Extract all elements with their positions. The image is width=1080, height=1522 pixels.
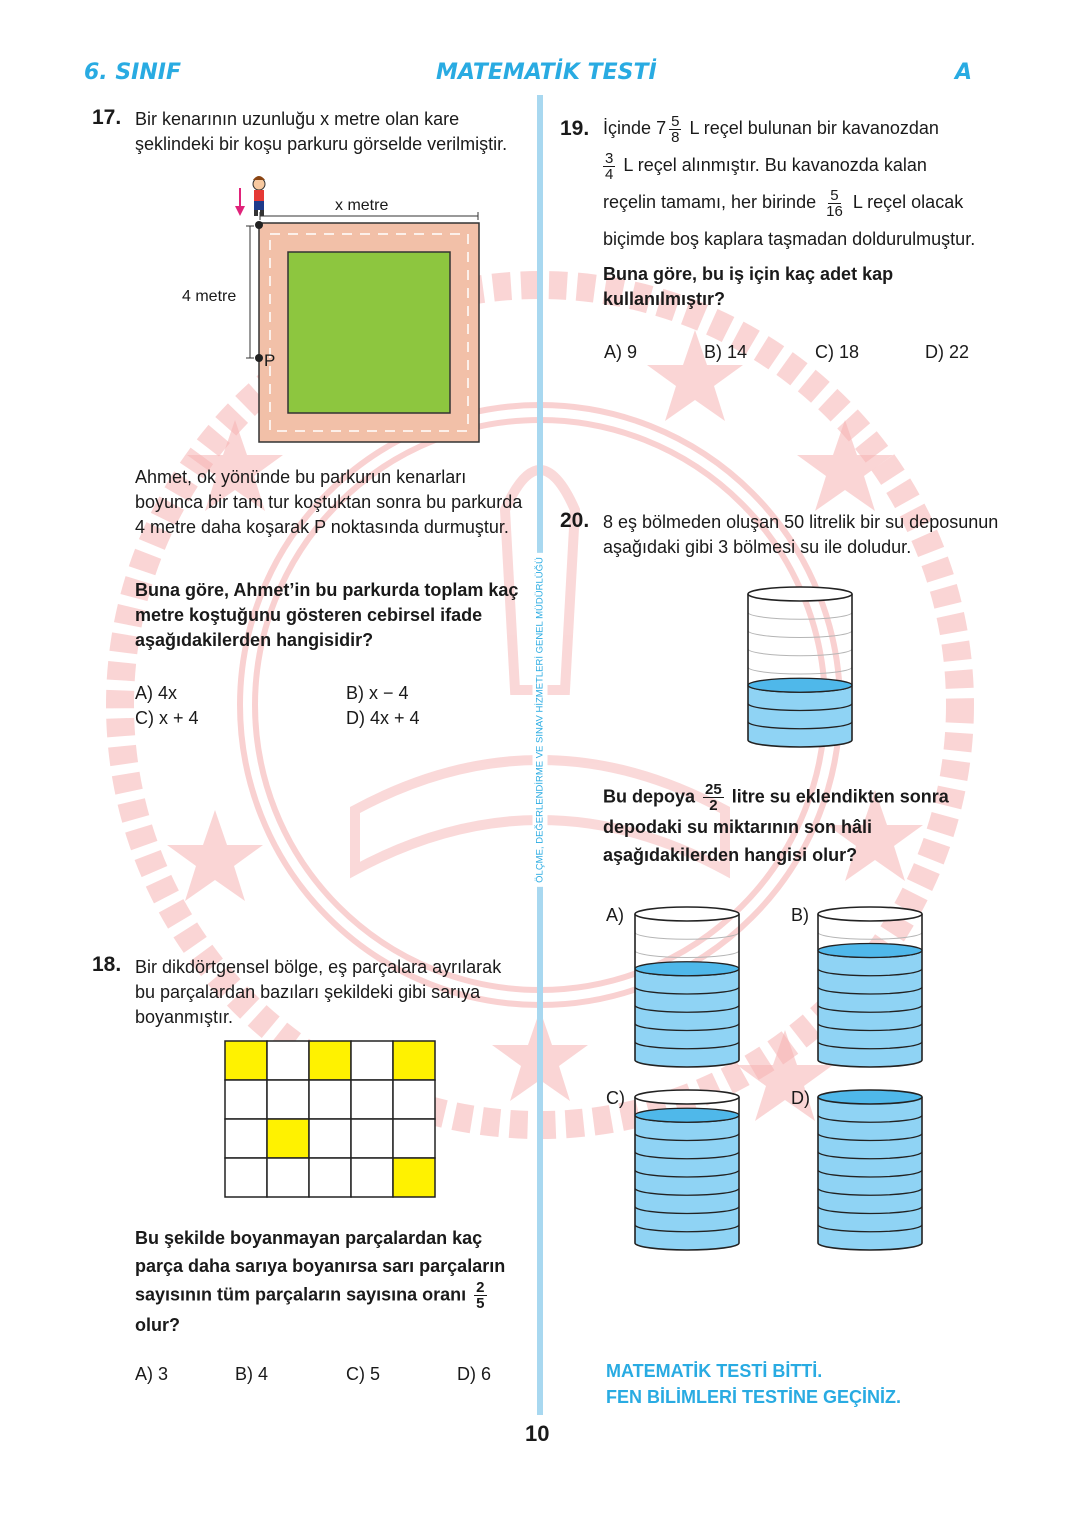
test-title: MATEMATİK TESTİ [436,60,657,85]
grid-cell-white [225,1119,267,1158]
q20-option-a-tank[interactable] [632,900,742,1070]
ending-line-2: FEN BİLİMLERİ TESTİNE GEÇİNİZ. [606,1387,902,1407]
tank-top [748,587,852,601]
q20-add-frac [703,782,724,813]
grid-cell-yellow [393,1041,435,1080]
q20-q-b: litre su eklendikten sonra [731,786,949,807]
q20-option-d-label[interactable]: D) [791,1088,810,1108]
q20-number: 20. [560,509,590,532]
grid-cell-white [393,1080,435,1119]
q19-f1-den: 8 [671,128,680,146]
grid-cell-white [267,1158,309,1197]
grid-cell-white [309,1158,351,1197]
water-fill [818,951,922,1068]
q20-q-a: Bu depoya [603,786,696,807]
q19-option-c[interactable]: C) 18 [815,342,860,362]
grid-cell-yellow [393,1158,435,1197]
tank-top [818,907,922,921]
q19-t4: reçelin tamamı, her birinde [603,192,817,212]
q19-t5: L reçel olacak [852,192,964,212]
q19-t1: İçinde [603,118,652,138]
tank-section-line [748,649,852,656]
grid-cell-white [351,1119,393,1158]
water-surface [635,1108,739,1122]
q20-option-c-label[interactable]: C) [606,1088,625,1108]
tank-section-line [635,951,739,958]
q19-f3-den: 16 [826,202,843,220]
grid-cell-white [351,1158,393,1197]
point-p [255,354,263,362]
q18-intro: Bir dikdörtgensel bölge, eş parçalara ayrılarak bu parçalardan bazıları şekildeki gibi sarıya boyanmıştır. [135,957,502,1027]
water-fill [748,685,852,747]
q19-f2-den: 4 [605,165,614,183]
q17-side-label: 4 metre [182,288,237,305]
q19-frac1 [669,114,681,145]
grid-cell-yellow [267,1119,309,1158]
water-surface [818,944,922,958]
grid-cell-white [225,1158,267,1197]
q18-grid-figure [224,1040,438,1198]
ending-line-1: MATEMATİK TESTİ BİTTİ. [606,1361,823,1381]
q18-question-a: Bu şekilde boyanmayan parçalardan kaç parça daha sarıya boyanırsa sarı parçaların sayısının tüm parçaların sayısına oranı [135,1228,506,1305]
grid-cell-white [267,1041,309,1080]
tank-top [818,1090,922,1104]
q17-question: Buna göre, Ahmet’in bu parkurda toplam kaç metre koştuğunu gösteren cebirsel ifade aşağıdakilerden hangisidir? [135,580,519,650]
q19-option-b[interactable]: B) 14 [704,342,748,362]
q17-track-figure [170,170,490,450]
q19-number: 19. [560,117,590,140]
q19-t2: L reçel bulunan bir kavanozdan [689,118,939,138]
q18-ratio-num: 2 [476,1279,485,1296]
q17-option-d[interactable]: D) 4x + 4 [346,708,420,728]
q19-frac2 [603,151,615,182]
q18-option-b[interactable]: B) 4 [235,1364,269,1384]
tank-top [635,907,739,921]
q18-question-b: olur? [135,1315,180,1335]
q18-option-d[interactable]: D) 6 [457,1364,492,1384]
q20-question [603,782,1003,869]
q20-option-b-label[interactable]: B) [791,905,809,925]
grid-cell-white [225,1080,267,1119]
q20-q-c: depodaki su miktarının son hâli aşağıdakilerden hangisi olur? [603,817,873,865]
tank-section-line [748,667,852,674]
tank-section-line [818,932,922,939]
q19-t6: biçimde boş kaplara taşmadan doldurulmuştur. [603,229,976,249]
grid-cell-yellow [309,1041,351,1080]
q20-option-b-tank[interactable] [815,900,925,1070]
q18-question [135,1224,530,1339]
tank-section-line [748,612,852,619]
q19-frac3 [824,188,845,219]
grid-cell-white [351,1080,393,1119]
q19-f2-num: 3 [605,149,614,167]
tank-section-line [748,631,852,638]
q17-point-label: P [264,351,276,370]
q20-option-a-label[interactable]: A) [606,905,624,925]
q20-intro: 8 eş bölmeden oluşan 50 litrelik bir su deposunun aşağıdaki gibi 3 bölmesi su ile doludur. [603,512,999,557]
water-surface [635,962,739,976]
q19-option-d[interactable]: D) 22 [925,342,970,362]
q19-f3-num: 5 [830,186,839,204]
q20-option-d-tank[interactable] [815,1083,925,1253]
tank-top [635,1090,739,1104]
q20-option-c-tank[interactable] [632,1083,742,1253]
q19-t3: L reçel alınmıştır. Bu kavanozda kalan [623,155,927,175]
page-number: 10 [525,1421,550,1446]
booklet-letter: A [955,60,973,85]
water-surface [748,678,852,692]
q17-option-b[interactable]: B) x − 4 [346,683,409,703]
direction-arrow-icon [235,188,245,216]
q19-question: Buna göre, bu iş için kaç adet kap kullanılmıştır? [603,264,894,309]
q20-initial-tank [745,580,855,750]
q17-number: 17. [92,106,122,129]
q18-option-a[interactable]: A) 3 [135,1364,169,1384]
q19-text [603,110,1013,258]
q18-ratio-den: 5 [476,1295,485,1312]
q17-intro: Bir kenarının uzunluğu x metre olan kare şeklindeki bir koşu parkuru görselde verilmiştir. [135,109,508,154]
runner-icon [253,176,265,216]
q19-option-a[interactable]: A) 9 [604,342,638,362]
q18-option-c[interactable]: C) 5 [346,1364,381,1384]
grid-cell-white [393,1119,435,1158]
grade-label: 6. SINIF [84,60,181,85]
q20-add-den: 2 [709,797,718,814]
q18-number: 18. [92,953,122,976]
q20-add-num: 25 [705,781,722,798]
grid-cell-yellow [225,1041,267,1080]
tank-section-line [635,932,739,939]
q17-option-c[interactable]: C) x + 4 [135,708,199,728]
grid-cell-white [351,1041,393,1080]
grid-cell-white [267,1080,309,1119]
water-fill [635,969,739,1067]
grid-cell-white [309,1080,351,1119]
q19-whole: 7 [656,118,667,138]
q17-body: Ahmet, ok yönünde bu parkurun kenarları boyunca bir tam tur koştuktan sonra bu parkurda 4 metre daha koşarak P noktasında durmuştur. [135,467,523,537]
q18-ratio [474,1280,486,1311]
q17-top-label: x metre [335,197,389,214]
q19-f1-num: 5 [671,112,680,130]
q17-option-a[interactable]: A) 4x [135,683,178,703]
grid-cell-white [309,1119,351,1158]
side-text: ÖLÇME, DEĞERLENDİRME VE SINAV HİZMETLERİ GENEL MÜDÜRLÜĞÜ [533,553,548,887]
grass-field [288,252,450,413]
